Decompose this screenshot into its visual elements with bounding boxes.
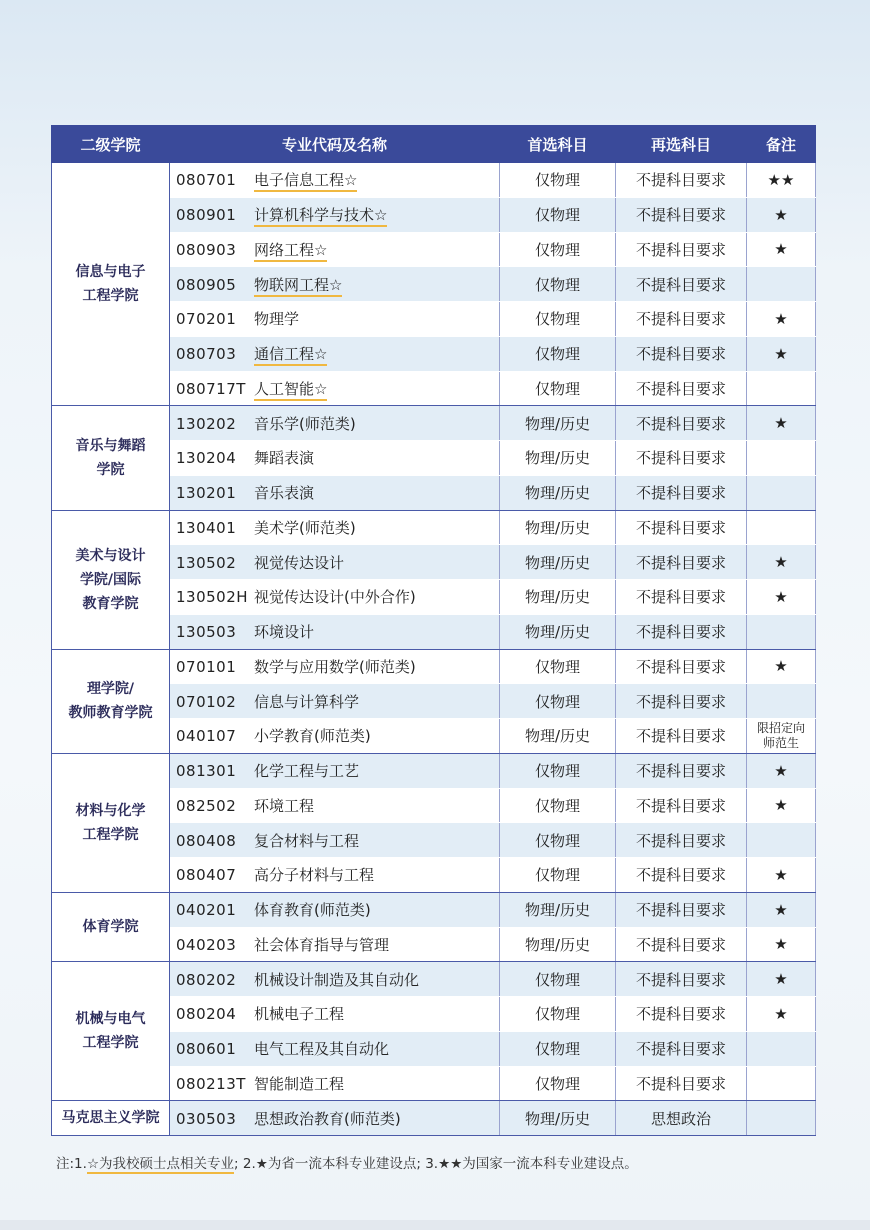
first-subject-cell: 仅物理 <box>500 163 616 198</box>
note-cell: ★ <box>747 649 816 684</box>
first-subject-cell: 仅物理 <box>500 823 616 858</box>
first-subject-cell: 仅物理 <box>500 1031 616 1066</box>
first-subject-cell: 仅物理 <box>500 649 616 684</box>
major-name: 网络工程☆ <box>254 241 327 262</box>
major-code: 080202 <box>176 970 237 989</box>
major-code: 080601 <box>176 1040 237 1059</box>
major-name: 环境工程 <box>254 796 315 815</box>
major-name: 计算机科学与技术☆ <box>254 206 387 227</box>
note-cell <box>747 475 816 510</box>
major-cell <box>170 892 500 927</box>
major-cell <box>170 1101 500 1136</box>
note-cell: ★ <box>747 753 816 788</box>
note-cell <box>747 1031 816 1066</box>
table-row <box>52 1101 816 1136</box>
footnote-star-note: ☆为我校硕士点相关专业 <box>86 1156 235 1172</box>
first-subject-cell: 物理/历史 <box>500 406 616 441</box>
major-cell <box>170 684 500 719</box>
major-name: 美术学(师范类) <box>254 518 356 537</box>
major-cell <box>170 1066 500 1101</box>
major-cell <box>170 823 500 858</box>
note-cell: ★ <box>747 336 816 371</box>
major-code: 080703 <box>176 345 237 364</box>
major-cell <box>170 441 500 476</box>
first-subject-cell: 仅物理 <box>500 371 616 406</box>
major-code: 080408 <box>176 831 237 850</box>
major-cell <box>170 336 500 371</box>
second-subject-cell: 不提科目要求 <box>616 753 747 788</box>
major-code: 081301 <box>176 762 237 781</box>
major-name: 音乐表演 <box>254 484 315 503</box>
header-note: 备注 <box>747 126 816 163</box>
second-subject-cell: 不提科目要求 <box>616 892 747 927</box>
major-name: 视觉传达设计 <box>254 553 345 572</box>
college-cell: 美术与设计 学院/国际 教育学院 <box>52 510 170 649</box>
note-cell <box>747 823 816 858</box>
first-subject-cell: 仅物理 <box>500 197 616 232</box>
major-cell <box>170 614 500 649</box>
major-code: 130201 <box>176 484 237 503</box>
note-cell: ★ <box>747 927 816 962</box>
second-subject-cell: 不提科目要求 <box>616 232 747 267</box>
second-subject-cell: 不提科目要求 <box>616 997 747 1032</box>
second-subject-cell: 不提科目要求 <box>616 962 747 997</box>
note-cell: ★★ <box>747 163 816 198</box>
major-code: 080717T <box>176 379 246 398</box>
second-subject-cell: 不提科目要求 <box>616 302 747 337</box>
note-cell: ★ <box>747 962 816 997</box>
major-name: 思想政治教育(师范类) <box>254 1109 401 1128</box>
major-cell <box>170 475 500 510</box>
first-subject-cell: 仅物理 <box>500 962 616 997</box>
major-name: 电气工程及其自动化 <box>254 1040 390 1059</box>
second-subject-cell: 不提科目要求 <box>616 580 747 615</box>
major-name: 机械电子工程 <box>254 1005 345 1024</box>
table-row <box>52 962 816 997</box>
major-code: 130401 <box>176 518 237 537</box>
major-code: 040107 <box>176 727 237 746</box>
college-cell: 信息与电子 工程学院 <box>52 163 170 406</box>
second-subject-cell: 不提科目要求 <box>616 336 747 371</box>
major-cell <box>170 545 500 580</box>
second-subject-cell: 不提科目要求 <box>616 475 747 510</box>
table-row <box>52 406 816 441</box>
major-code: 080204 <box>176 1005 237 1024</box>
major-code: 082502 <box>176 796 237 815</box>
second-subject-cell: 不提科目要求 <box>616 545 747 580</box>
major-cell <box>170 858 500 893</box>
major-cell <box>170 163 500 198</box>
table-body <box>52 163 816 1136</box>
major-requirements-table <box>51 125 816 1136</box>
major-name: 高分子材料与工程 <box>254 866 375 885</box>
first-subject-cell: 仅物理 <box>500 232 616 267</box>
second-subject-cell: 思想政治 <box>616 1101 747 1136</box>
major-code: 080903 <box>176 240 237 259</box>
major-name: 舞蹈表演 <box>254 449 315 468</box>
major-code: 040201 <box>176 901 237 920</box>
major-name: 人工智能☆ <box>254 380 327 401</box>
major-code: 040203 <box>176 935 237 954</box>
second-subject-cell: 不提科目要求 <box>616 823 747 858</box>
college-cell: 材料与化学 工程学院 <box>52 753 170 892</box>
college-cell: 机械与电气 工程学院 <box>52 962 170 1101</box>
second-subject-cell: 不提科目要求 <box>616 927 747 962</box>
note-cell: ★ <box>747 545 816 580</box>
note-cell <box>747 1101 816 1136</box>
major-name: 音乐学(师范类) <box>254 414 356 433</box>
second-subject-cell: 不提科目要求 <box>616 1031 747 1066</box>
major-name: 机械设计制造及其自动化 <box>254 970 420 989</box>
first-subject-cell: 物理/历史 <box>500 510 616 545</box>
note-cell: ★ <box>747 232 816 267</box>
major-cell <box>170 719 500 754</box>
major-cell <box>170 1031 500 1066</box>
major-cell <box>170 927 500 962</box>
footnote <box>56 1152 638 1172</box>
second-subject-cell: 不提科目要求 <box>616 510 747 545</box>
college-cell: 马克思主义学院 <box>52 1101 170 1136</box>
note-cell <box>747 267 816 302</box>
major-cell <box>170 510 500 545</box>
second-subject-cell: 不提科目要求 <box>616 858 747 893</box>
major-code: 130202 <box>176 414 237 433</box>
footnote-rest: ; 2.★为省一流本科专业建设点; 3.★★为国家一流本科专业建设点。 <box>234 1156 638 1172</box>
table-header-row <box>52 126 816 163</box>
table-row <box>52 510 816 545</box>
note-cell: ★ <box>747 197 816 232</box>
note-cell: ★ <box>747 858 816 893</box>
note-cell <box>747 684 816 719</box>
note-cell: ★ <box>747 406 816 441</box>
major-cell <box>170 788 500 823</box>
second-subject-cell: 不提科目要求 <box>616 614 747 649</box>
major-code: 080701 <box>176 171 237 190</box>
major-cell <box>170 232 500 267</box>
major-cell <box>170 197 500 232</box>
table-row <box>52 163 816 198</box>
first-subject-cell: 物理/历史 <box>500 927 616 962</box>
second-subject-cell: 不提科目要求 <box>616 649 747 684</box>
major-code: 080407 <box>176 866 237 885</box>
first-subject-cell: 物理/历史 <box>500 614 616 649</box>
major-name: 视觉传达设计(中外合作) <box>254 588 416 607</box>
first-subject-cell: 物理/历史 <box>500 892 616 927</box>
first-subject-cell: 仅物理 <box>500 997 616 1032</box>
note-cell <box>747 1066 816 1101</box>
note-cell <box>747 510 816 545</box>
major-name: 信息与计算科学 <box>254 692 360 711</box>
note-cell: ★ <box>747 997 816 1032</box>
first-subject-cell: 仅物理 <box>500 267 616 302</box>
note-cell: ★ <box>747 580 816 615</box>
note-cell <box>747 441 816 476</box>
second-subject-cell: 不提科目要求 <box>616 371 747 406</box>
major-code: 130503 <box>176 623 237 642</box>
first-subject-cell: 仅物理 <box>500 302 616 337</box>
second-subject-cell: 不提科目要求 <box>616 267 747 302</box>
table-row <box>52 649 816 684</box>
footnote-prefix: 注:1. <box>56 1156 87 1172</box>
college-cell: 理学院/ 教师教育学院 <box>52 649 170 753</box>
major-code: 130502 <box>176 553 237 572</box>
second-subject-cell: 不提科目要求 <box>616 197 747 232</box>
major-cell <box>170 649 500 684</box>
first-subject-cell: 物理/历史 <box>500 1101 616 1136</box>
first-subject-cell: 仅物理 <box>500 788 616 823</box>
major-name: 社会体育指导与管理 <box>254 935 390 954</box>
major-name: 体育教育(师范类) <box>254 901 371 920</box>
major-name: 物理学 <box>254 310 300 329</box>
first-subject-cell: 物理/历史 <box>500 441 616 476</box>
note-cell: ★ <box>747 302 816 337</box>
major-cell <box>170 371 500 406</box>
second-subject-cell: 不提科目要求 <box>616 788 747 823</box>
college-cell: 体育学院 <box>52 892 170 962</box>
first-subject-cell: 仅物理 <box>500 684 616 719</box>
second-subject-cell: 不提科目要求 <box>616 441 747 476</box>
first-subject-cell: 物理/历史 <box>500 545 616 580</box>
major-cell <box>170 406 500 441</box>
major-code: 130502H <box>176 588 249 607</box>
first-subject-cell: 仅物理 <box>500 753 616 788</box>
first-subject-cell: 物理/历史 <box>500 475 616 510</box>
major-cell <box>170 580 500 615</box>
first-subject-cell: 物理/历史 <box>500 719 616 754</box>
first-subject-cell: 仅物理 <box>500 858 616 893</box>
second-subject-cell: 不提科目要求 <box>616 1066 747 1101</box>
college-cell: 音乐与舞蹈 学院 <box>52 406 170 510</box>
major-cell <box>170 962 500 997</box>
first-subject-cell: 仅物理 <box>500 1066 616 1101</box>
major-name: 物联网工程☆ <box>254 276 342 297</box>
table-row <box>52 753 816 788</box>
major-name: 电子信息工程☆ <box>254 171 357 192</box>
major-name: 智能制造工程 <box>254 1074 345 1093</box>
second-subject-cell: 不提科目要求 <box>616 719 747 754</box>
header-second-subject: 再选科目 <box>616 126 747 163</box>
second-subject-cell: 不提科目要求 <box>616 406 747 441</box>
major-name: 环境设计 <box>254 623 315 642</box>
second-subject-cell: 不提科目要求 <box>616 684 747 719</box>
header-first-subject: 首选科目 <box>500 126 616 163</box>
note-cell: 限招定向 师范生 <box>747 719 816 754</box>
major-code: 070102 <box>176 692 237 711</box>
major-code: 080213T <box>176 1074 246 1093</box>
major-cell <box>170 753 500 788</box>
first-subject-cell: 仅物理 <box>500 336 616 371</box>
first-subject-cell: 物理/历史 <box>500 580 616 615</box>
note-cell: ★ <box>747 892 816 927</box>
major-name: 数学与应用数学(师范类) <box>254 657 416 676</box>
note-cell <box>747 371 816 406</box>
bottom-bar <box>0 1220 870 1230</box>
major-name: 小学教育(师范类) <box>254 727 371 746</box>
major-code: 070201 <box>176 310 237 329</box>
major-cell <box>170 267 500 302</box>
table-row <box>52 892 816 927</box>
major-code: 080905 <box>176 275 237 294</box>
major-code: 080901 <box>176 206 237 225</box>
note-cell <box>747 614 816 649</box>
major-cell <box>170 997 500 1032</box>
major-name: 复合材料与工程 <box>254 831 360 850</box>
header-college: 二级学院 <box>52 126 170 163</box>
second-subject-cell: 不提科目要求 <box>616 163 747 198</box>
major-name: 化学工程与工艺 <box>254 762 360 781</box>
major-code: 130204 <box>176 449 237 468</box>
header-major: 专业代码及名称 <box>170 126 500 163</box>
major-code: 030503 <box>176 1109 237 1128</box>
major-name: 通信工程☆ <box>254 345 327 366</box>
note-cell: ★ <box>747 788 816 823</box>
major-cell <box>170 302 500 337</box>
major-code: 070101 <box>176 657 237 676</box>
